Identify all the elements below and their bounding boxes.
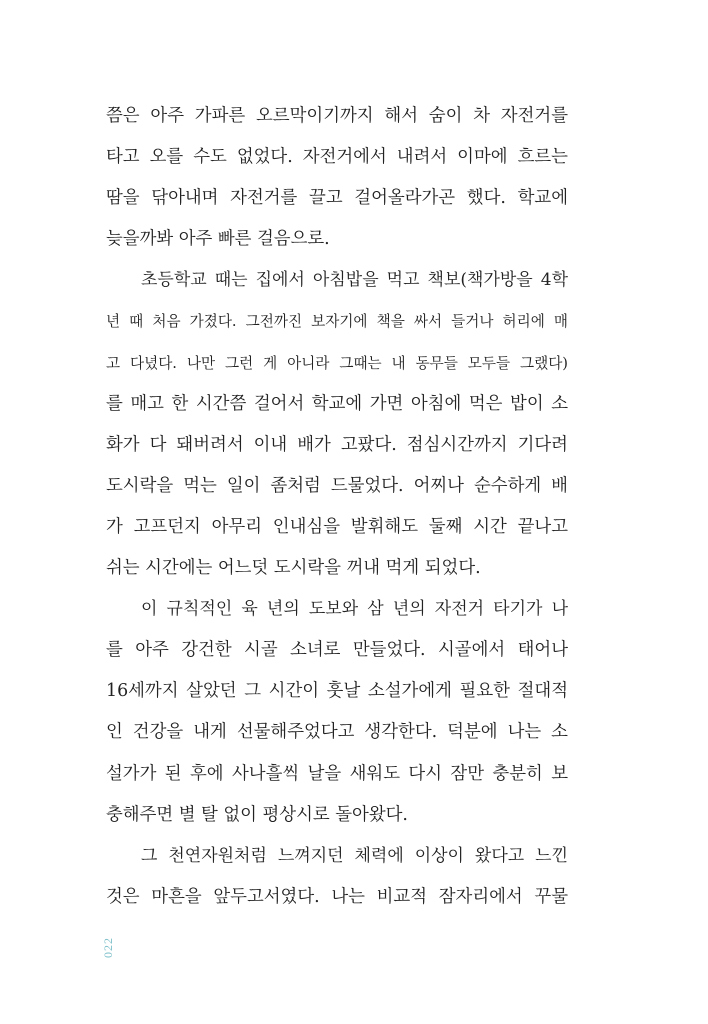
text-line: 쉬는 시간에는 어느덧 도시락을 꺼내 먹게 되었다.: [106, 558, 481, 579]
text-line: 설가가 된 후에 사나흘씩 날을 새워도 다시 잠만 충분히 보: [106, 763, 568, 784]
text-line: 쯤은 아주 가파른 오르막이기까지 해서 숨이 차 자전거를: [106, 106, 568, 126]
text-line: 를 매고 한 시간쯤 걸어서 학교에 가면 아침에 먹은 밥이 소: [106, 393, 568, 414]
text-line: 것은 마흔을 앞두고서였다. 나는 비교적 잠자리에서 꾸물: [106, 886, 568, 907]
text-line: 인 건강을 내게 선물해주었다고 생각한다. 덕분에 나는 소: [106, 722, 568, 743]
text-line: 년 때 처음 가졌다. 그전까진 보자기에 책을 싸서 들거나 허리에 매: [106, 313, 568, 331]
text-line: 고 다녔다. 나만 그런 게 아니라 그때는 내 동무들 모두들 그랬다): [106, 354, 568, 372]
text-line: 화가 다 돼버려서 이내 배가 고팠다. 점심시간까지 기다려: [106, 434, 568, 455]
text-line: 늦을까봐 아주 빠른 걸음으로.: [106, 229, 330, 250]
text-line: 그 천연자원처럼 느껴지던 체력에 이상이 왔다고 느낀: [141, 845, 568, 866]
text-line: 가 고프던지 아무리 인내심을 발휘해도 둘째 시간 끝나고: [106, 516, 568, 537]
page-number: 022: [101, 937, 115, 959]
text-line: 이 규칙적인 육 년의 도보와 삼 년의 자전거 타기가 나: [141, 599, 568, 620]
text-line: 땀을 닦아내며 자전거를 끌고 걸어올라가곤 했다. 학교에: [106, 188, 568, 209]
text-line: 를 아주 강건한 시골 소녀로 만들었다. 시골에서 태어나: [106, 640, 568, 661]
text-line: 도시락을 먹는 일이 좀처럼 드물었다. 어찌나 순수하게 배: [106, 475, 568, 496]
text-line: 16세까지 살았던 그 시간이 훗날 소설가에게 필요한 절대적: [106, 681, 568, 702]
text-line: 타고 오를 수도 없었다. 자전거에서 내려서 이마에 흐르는: [106, 147, 568, 168]
text-line: 충해주면 별 탈 없이 평상시로 돌아왔다.: [106, 804, 408, 825]
body-text: [106, 96, 568, 918]
text-line: 초등학교 때는 집에서 아침밥을 먹고 책보(책가방을 4학: [141, 270, 568, 291]
